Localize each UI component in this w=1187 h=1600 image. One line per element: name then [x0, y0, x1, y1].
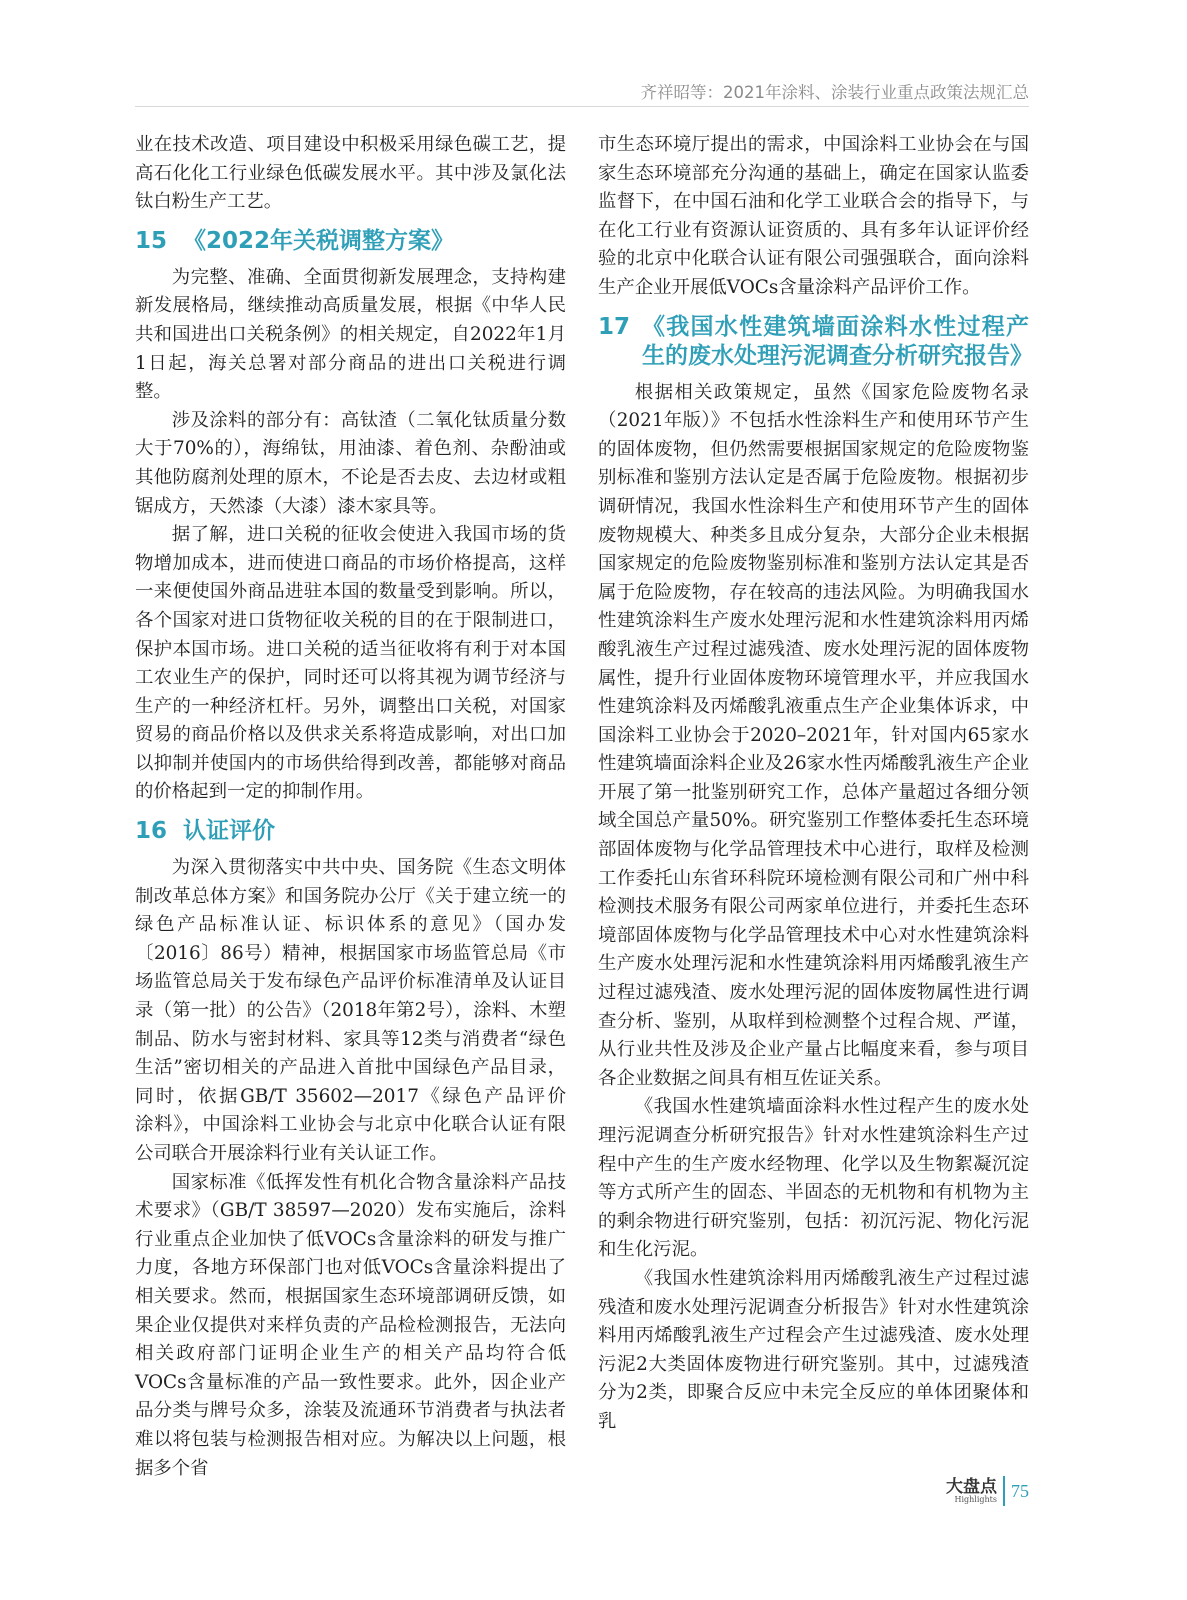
paragraph: 市生态环境厅提出的需求，中国涂料工业协会在与国家生态环境部充分沟通的基础上，确定在国家认监委监督下，在中国石油和化学工业联合会的指导下，与在化工行业有资源认证资质的、具有多年认证评价经验的北京中化联合认证有限公司强强联合，面向涂料生产企业开展低VOCs含量涂料产品评价工作。 [598, 134, 1029, 298]
section-heading-17: 17 《我国水性建筑墙面涂料水性过程产生的废水处理污泥调查分析研究报告》 [598, 313, 1033, 369]
paragraph: 涉及涂料的部分有：高钛渣（二氧化钛质量分数大于70%的），海绵钛，用油漆、着色剂、杂酚油或其他防腐剂处理的原木，不论是否去皮、去边材或粗锯成方，天然漆（大漆）漆木家具等。 [135, 409, 566, 517]
page-number: 75 [1011, 1480, 1029, 1501]
paragraph: 为深入贯彻落实中共中央、国务院《生态文明体制改革总体方案》和国务院办公厅《关于建立统一的绿色产品标准认证、标识体系的意见》（国办发〔2016〕86号）精神，根据国家市场监管总局《市场监管总局关于发布绿色产品评价标准清单及认证目录（第一批）的公告》（2018年第2号），涂料、木塑制品、防水与密封材料、家具等12类与消费者“绿色生活”密切相关的产品进入首批中国绿色产品目录，同时，依据GB/T 35602—2017《绿色产品评价 涂料》，中国涂料工业协会与北京中化联合认证有限公司联合开展涂料行业有关认证工作。 [135, 857, 585, 1164]
paragraph: 国家标准《低挥发性有机化合物含量涂料产品技术要求》（GB/T 38597—2020）发布实施后，涂料行业重点企业加快了低VOCs含量涂料的研发与推广力度，各地方环保部门也对低VOCs含量涂料提出了相关要求。然而，根据国家生态环境部调研反馈，如果企业仅提供对来样负责的产品检检测报告，无法向相关政府部门证明企业生产的相关产品均符合低VOCs含量标准的产品一致性要求。此外，因企业产品分类与牌号众多，涂装及流通环节消费者与执法者难以将包装与检测报告相对应。为解决以上问题，根据多个省 [135, 1171, 566, 1479]
left-column [135, 131, 585, 1483]
right-column [598, 131, 1033, 1437]
section-heading-15: 15 《2022年关税调整方案》 [135, 227, 455, 254]
page-footer [946, 1476, 1029, 1506]
paragraph: 业在技术改造、项目建设中积极采用绿色碳工艺，提高石化化工行业绿色低碳发展水平。其中涉及氯化法钛白粉生产工艺。 [135, 134, 566, 213]
paragraph: 根据相关政策规定，虽然《国家危险废物名录（2021年版）》不包括水性涂料生产和使用环节产生的固体废物，但仍然需要根据国家规定的危险废物鉴别标准和鉴别方法认定是否属于危险废物。根据初步调研情况，我国水性涂料生产和使用环节产生的固体废物规模大、种类多且成分复杂，大部分企业未根据国家规定的危险废物鉴别标准和鉴别方法认定其是否属于危险废物，存在较高的违法风险。为明确我国水性建筑涂料生产废水处理污泥和水性建筑涂料用丙烯酸乳液生产过程过滤残渣、废水处理污泥的固体废物属性，提升行业固体废物环境管理水平，并应我国水性建筑涂料及丙烯酸乳液重点生产企业集体诉求，中国涂料工业协会于2020–2021年，针对国内65家水性建筑墙面涂料企业及26家水性丙烯酸乳液生产企业开展了第一批鉴别研究工作，总体产量超过各细分领域全国总产量50%。研究鉴别工作整体委托生态环境部固体废物与化学品管理技术中心进行，取样及检测工作委托山东省环科院环境检测有限公司和广州中科检测技术服务有限公司两家单位进行，并委托生态环境部固体废物与化学品管理技术中心对水性建筑涂料生产废水处理污泥和水性建筑涂料用丙烯酸乳液生产过程过滤残渣、废水处理污泥的固体废物属性进行调查分析、鉴别，从取样到检测整个过程合规、严谨，从行业共性及涉及企业产量占比幅度来看，参与项目各企业数据之间具有相互佐证关系。 [598, 381, 1029, 1089]
paragraph: 《我国水性建筑墙面涂料水性过程产生的废水处理污泥调查分析研究报告》针对水性建筑涂料生产过程中产生的生产废水经物理、化学以及生物絮凝沉淀等方式所产生的固态、半固态的无机物和有机物为主的剩余物进行研究鉴别，包括：初沉污泥、物化污泥和生化污泥。 [598, 1096, 1029, 1261]
running-header [135, 80, 1029, 107]
footer-divider [1003, 1476, 1005, 1506]
running-title: 齐祥昭等：2021年涂料、涂装行业重点政策法规汇总 [640, 83, 1029, 102]
paragraph: 《我国水性建筑涂料用丙烯酸乳液生产过程过滤残渣和废水处理污泥调查分析报告》针对水性建筑涂料用丙烯酸乳液生产过程会产生过滤残渣、废水处理污泥2大类固体废物进行研究鉴别。其中，过滤残渣分为2类，即聚合反应中未完全反应的单体团聚体和乳 [598, 1267, 1029, 1432]
paragraph: 据了解，进口关税的征收会使进入我国市场的货物增加成本，进而使进口商品的市场价格提高，这样一来便使国外商品进驻本国的数量受到影响。所以，各个国家对进口货物征收关税的目的在于限制进口，保护本国市场。进口关税的适当征收将有利于对本国工农业生产的保护，同时还可以将其视为调节经济与生产的一种经济杠杆。另外，调整出口关税，对国家贸易的商品价格以及供求关系将造成影响，对出口加以抑制并使国内的市场供给得到改善，都能够对商品的价格起到一定的抑制作用。 [135, 524, 566, 803]
section-heading-16: 16 认证评价 [135, 818, 275, 845]
paragraph: 为完整、准确、全面贯彻新发展理念，支持构建新发展格局，继续推动高质量发展，根据《中华人民共和国进出口关税条例》的相关规定，自2022年1月1日起，海关总署对部分商品的进出口关税进行调整。 [135, 266, 566, 403]
section-brand: 大盘点 Highlights [946, 1476, 997, 1504]
